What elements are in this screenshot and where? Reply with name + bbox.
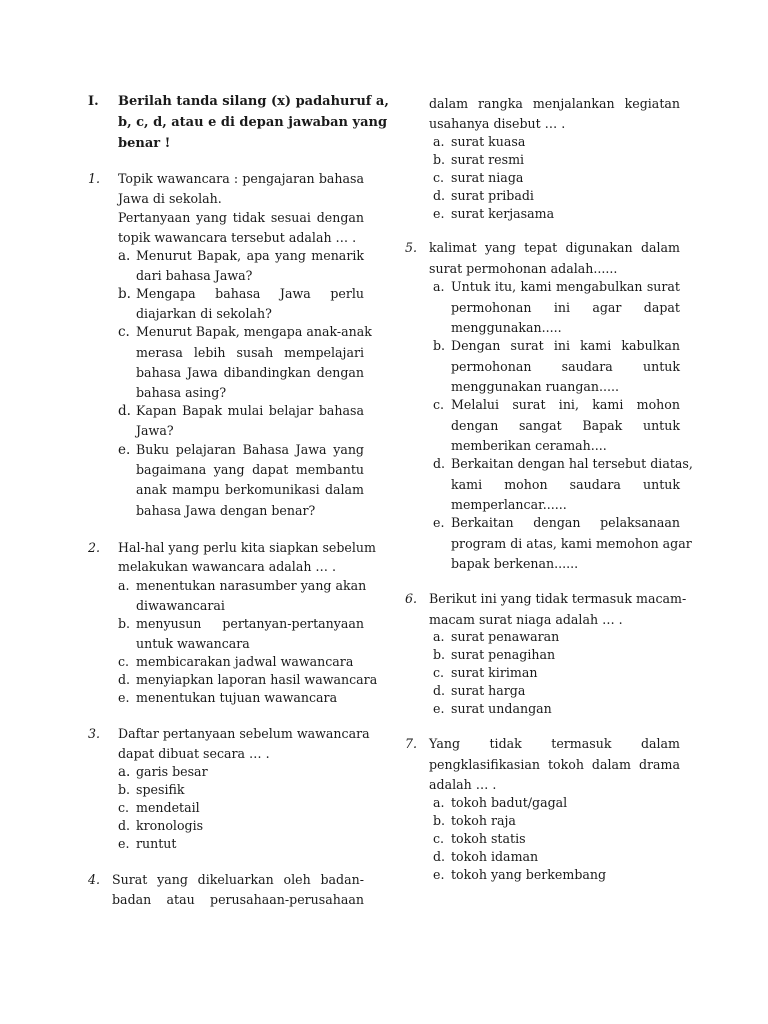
option-text-line: menyiapkan laporan hasil wawancara [136, 672, 378, 687]
option-label: a. [118, 764, 131, 780]
option-label: e. [118, 836, 130, 851]
option-label: b. [433, 813, 446, 828]
option-label: c. [433, 170, 445, 185]
option-text-line: Dengan surat ini kami kabulkan [451, 338, 680, 353]
option-label: c. [118, 800, 130, 815]
option-label: d. [118, 818, 131, 833]
option-label: e. [433, 867, 445, 882]
option-label: d. [433, 188, 446, 203]
option-text-line: program di atas, kami memohon agar [451, 536, 692, 551]
question-text-line: surat permohonan adalah...... [429, 261, 618, 276]
option-text-line: menentukan tujuan wawancara [136, 690, 338, 705]
question-text-line: topik wawancara tersebut adalah … . [118, 230, 357, 245]
option-text-line: permohonan ini agar dapat [451, 300, 680, 315]
option-label: a. [433, 279, 445, 294]
option-label: c. [118, 654, 130, 669]
option-label: a. [118, 578, 130, 593]
option-text-line: bapak berkenan...... [451, 556, 579, 571]
option-text-line: menentukan narasumber yang akan [136, 578, 367, 593]
option-text-line: surat kiriman [451, 665, 538, 680]
option-text-line: tokoh yang berkembang [451, 867, 607, 882]
option-text-line: Jawa? [136, 423, 174, 438]
option-text-line: surat resmi [451, 152, 525, 167]
instruction-line: benar ! [118, 136, 171, 151]
question-text-line: Hal-hal yang perlu kita siapkan sebelum [118, 540, 376, 555]
option-label: d. [118, 403, 131, 419]
question-text-line: Berikut ini yang tidak termasuk macam- [429, 591, 687, 606]
option-text-line: menggunakan..... [451, 320, 562, 335]
option-text-line: Berkaitan dengan hal tersebut diatas, [451, 456, 693, 471]
question-text-line: macam surat niaga adalah … . [429, 612, 623, 627]
option-text-line: Melalui surat ini, kami mohon [451, 397, 680, 412]
option-label: e. [118, 442, 131, 458]
option-label: d. [433, 683, 446, 698]
option-text-line: dengan sangat Bapak untuk [451, 418, 680, 433]
option-text-line: diajarkan di sekolah? [136, 306, 272, 321]
question-text-line: kalimat yang tepat digunakan dalam [429, 240, 680, 255]
question-number: 1. [88, 171, 101, 186]
option-text-line: menggunakan ruangan..... [451, 379, 620, 394]
question-text-line: Yang tidak termasuk dalam [429, 736, 680, 751]
option-text-line: memberikan ceramah.... [451, 438, 607, 453]
option-text-line: untuk wawancara [136, 636, 250, 651]
option-text-line: Berkaitan dengan pelaksanaan [451, 515, 680, 530]
option-text-line: bagaimana yang dapat membantu [136, 462, 364, 477]
question-text-line: dapat dibuat secara … . [118, 746, 270, 761]
option-text-line: Mengapa bahasa Jawa perlu [136, 286, 364, 301]
option-text-line: spesifik [136, 782, 185, 797]
option-label: c. [433, 831, 445, 846]
option-text-line: surat pribadi [451, 188, 534, 203]
option-text-line: Menurut Bapak, mengapa anak-anak [136, 324, 372, 339]
option-text-line: tokoh badut/gagal [451, 795, 568, 810]
option-label: b. [118, 286, 131, 302]
option-label: a. [433, 795, 445, 810]
option-label: e. [433, 206, 445, 221]
option-label: e. [433, 701, 445, 716]
option-label: d. [118, 672, 131, 687]
option-text-line: bahasa Jawa dengan benar? [136, 503, 316, 518]
option-text-line: garis besar [136, 764, 208, 779]
option-text-line: permohonan saudara untuk [451, 359, 680, 374]
option-label: c. [118, 324, 130, 340]
instruction-line: Berilah tanda silang (x) padahuruf a, [118, 94, 389, 109]
question-number: 2. [88, 540, 101, 555]
option-label: a. [433, 629, 445, 644]
option-label: a. [118, 248, 131, 264]
question-text-line: Topik wawancara : pengajaran bahasa [118, 171, 364, 186]
option-text-line: tokoh statis [451, 831, 526, 846]
option-text-line: surat kerjasama [451, 206, 555, 221]
option-text-line: surat undangan [451, 701, 552, 716]
option-text-line: surat niaga [451, 170, 524, 185]
question-text-line: adalah … . [429, 777, 497, 792]
option-label: b. [433, 647, 446, 662]
option-label: a. [433, 134, 445, 149]
question-text-line: Daftar pertanyaan sebelum wawancara [118, 726, 370, 741]
question-number: 4. [88, 872, 101, 887]
option-text-line: tokoh idaman [451, 849, 539, 864]
option-text-line: kronologis [136, 818, 204, 833]
question-text-line: dalam rangka menjalankan kegiatan [429, 96, 680, 111]
option-text-line: runtut [136, 836, 177, 851]
option-text-line: dari bahasa Jawa? [136, 268, 253, 283]
option-text-line: kami mohon saudara untuk [451, 477, 680, 492]
option-text-line: Buku pelajaran Bahasa Jawa yang [136, 442, 364, 457]
option-text-line: mendetail [136, 800, 200, 815]
question-text-line: Pertanyaan yang tidak sesuai dengan [118, 210, 364, 225]
option-text-line: Kapan Bapak mulai belajar bahasa [136, 403, 364, 418]
option-text-line: Menurut Bapak, apa yang menarik [136, 248, 364, 263]
option-text-line: membicarakan jadwal wawancara [136, 654, 354, 669]
option-label: c. [433, 397, 445, 412]
question-number: 3. [88, 726, 101, 741]
option-label: c. [433, 665, 445, 680]
option-text-line: surat penawaran [451, 629, 560, 644]
option-label: b. [118, 782, 131, 797]
option-text-line: memperlancar...... [451, 497, 567, 512]
option-text-line: bahasa Jawa dibandingkan dengan [136, 365, 364, 380]
option-text-line: anak mampu berkomunikasi dalam [136, 482, 364, 497]
option-text-line: surat kuasa [451, 134, 526, 149]
option-label: d. [433, 849, 446, 864]
question-number: 5. [405, 240, 418, 255]
option-label: b. [433, 338, 446, 353]
option-text-line: Untuk itu, kami mengabulkan surat [451, 279, 680, 294]
question-text-line: Surat yang dikeluarkan oleh badan- [112, 872, 364, 887]
question-text-line: badan atau perusahaan-perusahaan [112, 892, 364, 907]
option-text-line: surat harga [451, 683, 526, 698]
option-label: b. [118, 616, 131, 631]
option-label: b. [433, 152, 446, 167]
question-text-line: Jawa di sekolah. [118, 191, 222, 206]
option-text-line: bahasa asing? [136, 385, 227, 400]
option-label: e. [433, 515, 445, 530]
instruction-line: b, c, d, atau e di depan jawaban yang [118, 115, 388, 130]
option-text-line: surat penagihan [451, 647, 556, 662]
question-number: 6. [405, 591, 418, 606]
question-number: 7. [405, 736, 418, 751]
option-text-line: merasa lebih susah mempelajari [136, 345, 364, 360]
option-label: e. [118, 690, 130, 705]
question-text-line: melakukan wawancara adalah … . [118, 559, 337, 574]
option-text-line: tokoh raja [451, 813, 516, 828]
question-text-line: pengklasifikasian tokoh dalam drama [429, 757, 680, 772]
instruction-number: I. [88, 94, 99, 109]
option-text-line: diwawancarai [136, 598, 225, 613]
option-text-line: menyusun pertanyan-pertanyaan [136, 616, 364, 631]
question-text-line: usahanya disebut … . [429, 116, 566, 131]
option-label: d. [433, 456, 446, 471]
